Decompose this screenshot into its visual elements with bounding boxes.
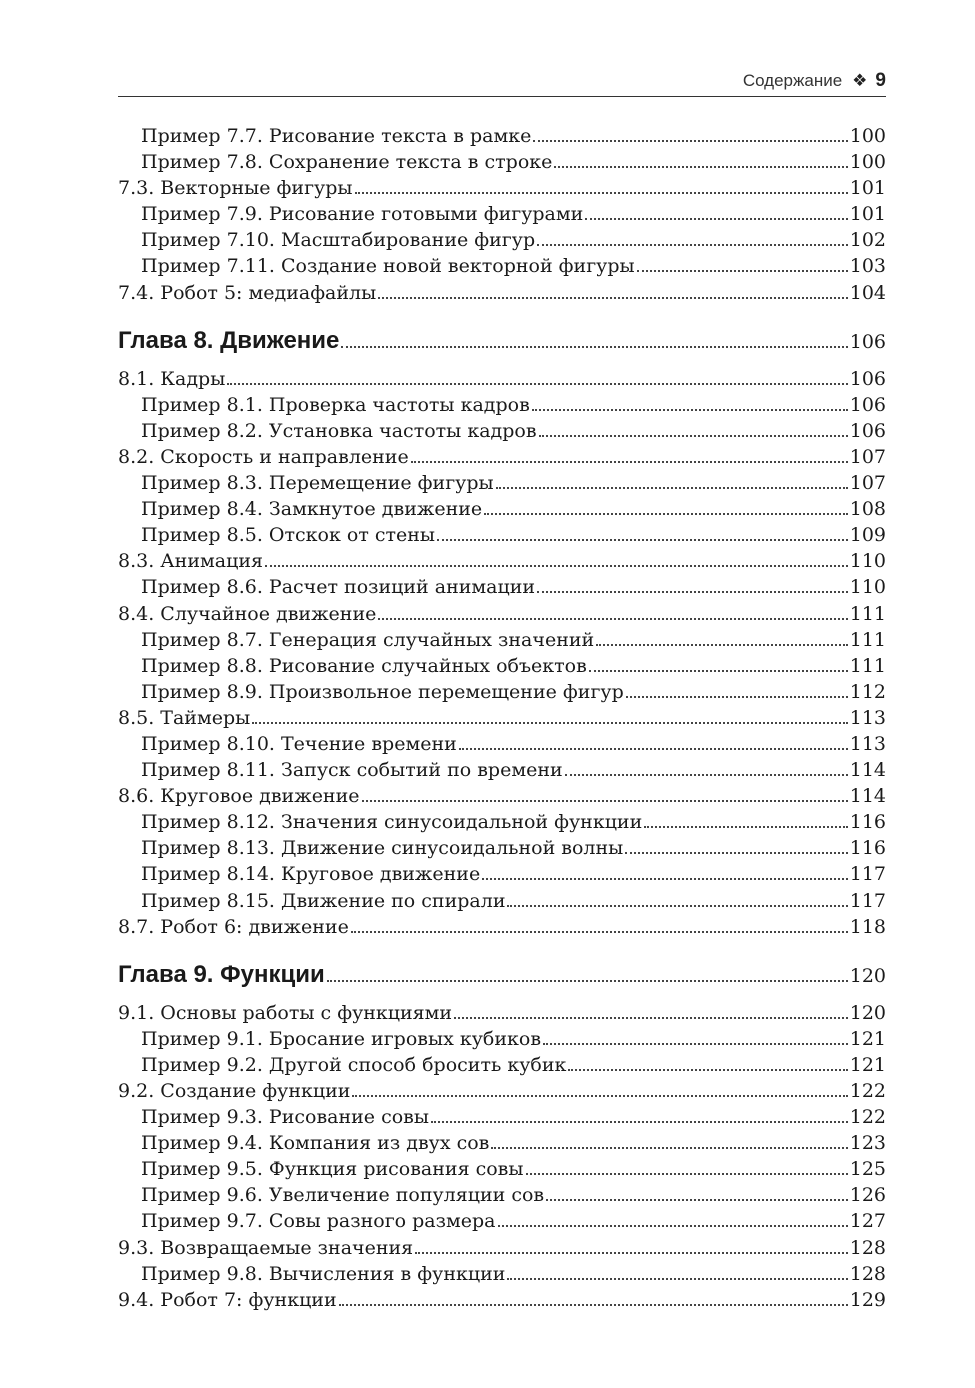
toc-section-row	[118, 548, 886, 574]
toc-entry-page: 127	[849, 1210, 886, 1233]
toc-example-row	[118, 418, 886, 444]
toc-entry-page: 106	[849, 367, 886, 390]
toc-entry-page: 108	[849, 498, 886, 521]
toc-entry-page: 129	[849, 1288, 886, 1311]
toc-entry-page: 111	[849, 602, 886, 625]
toc-example-row	[118, 627, 886, 653]
running-header	[118, 66, 886, 97]
toc-dot-leader	[644, 826, 847, 828]
toc-entry-page: 117	[849, 889, 886, 912]
toc-entry-page: 113	[849, 706, 886, 729]
toc-section-row	[118, 1000, 886, 1026]
toc-entry-label: Пример 8.4. Замкнутое движение	[141, 498, 483, 521]
page-number: 9	[875, 70, 886, 91]
toc-dot-leader	[626, 696, 848, 698]
toc-entry-page: 109	[849, 524, 886, 547]
toc-entry-page: 116	[849, 811, 886, 834]
toc-entry-label: 8.6. Круговое движение	[118, 785, 360, 808]
toc-entry-page: 100	[849, 151, 886, 174]
toc-dot-leader	[378, 618, 847, 620]
toc-section-row	[118, 783, 886, 809]
toc-entry-label: 8.3. Анимация	[118, 550, 263, 573]
toc-entry-page: 120	[849, 964, 886, 987]
toc-entry-page: 112	[849, 680, 886, 703]
toc-entry-page: 101	[849, 203, 886, 226]
toc-example-row	[118, 1156, 886, 1182]
toc-example-row	[118, 574, 886, 600]
toc-example-row	[118, 1130, 886, 1156]
toc-entry-label: Пример 9.2. Другой способ бросить кубик	[141, 1053, 567, 1076]
toc-dot-leader	[526, 1173, 848, 1175]
toc-entry-page: 113	[849, 732, 886, 755]
toc-dot-leader	[411, 461, 848, 463]
toc-dot-leader	[498, 1225, 848, 1227]
toc-dot-leader	[327, 980, 848, 982]
toc-entry-label: Пример 8.8. Рисование случайных объектов	[141, 654, 587, 677]
toc-entry-page: 126	[849, 1184, 886, 1207]
toc-entry-label: 8.5. Таймеры	[118, 706, 251, 729]
toc-entry-page: 128	[849, 1262, 886, 1285]
toc-entry-page: 118	[849, 915, 886, 938]
toc-section-row	[118, 1235, 886, 1261]
toc-section-row	[118, 1078, 886, 1104]
toc-entry-label: Пример 8.11. Запуск событий по времени	[141, 759, 563, 782]
toc-section-row	[118, 914, 886, 940]
toc-example-row	[118, 123, 886, 149]
toc-example-row	[118, 679, 886, 705]
toc-entry-page: 101	[849, 177, 886, 200]
toc-entry-page: 121	[849, 1027, 886, 1050]
toc-entry-page: 114	[849, 785, 886, 808]
toc-dot-leader	[554, 166, 847, 168]
toc-entry-label: 7.4. Робот 5: медиафайлы	[118, 281, 377, 304]
toc-entry-page: 111	[849, 628, 886, 651]
toc-example-row	[118, 392, 886, 418]
toc-dot-leader	[482, 878, 848, 880]
toc-example-row	[118, 731, 886, 757]
toc-section-row	[118, 366, 886, 392]
toc-entry-page: 110	[849, 576, 886, 599]
toc-entry-label: 9.3. Возвращаемые значения	[118, 1236, 414, 1259]
toc-entry-label: 9.4. Робот 7: функции	[118, 1288, 337, 1311]
toc-entry-label: Пример 8.7. Генерация случайных значений	[141, 628, 595, 651]
toc-entry-page: 114	[849, 759, 886, 782]
toc-dot-leader	[227, 383, 847, 385]
toc-dot-leader	[454, 1017, 848, 1019]
toc-dot-leader	[415, 1252, 848, 1254]
table-of-contents	[118, 123, 886, 1313]
toc-entry-label: Пример 9.5. Функция рисования совы	[141, 1158, 524, 1181]
toc-entry-label: Пример 9.7. Совы разного размера	[141, 1210, 496, 1233]
toc-entry-label: 8.4. Случайное движение	[118, 602, 377, 625]
toc-example-row	[118, 201, 886, 227]
toc-example-row	[118, 253, 886, 279]
toc-dot-leader	[484, 513, 848, 515]
toc-dot-leader	[341, 346, 847, 348]
toc-entry-label: Пример 8.12. Значения синусоидальной функции	[141, 811, 643, 834]
toc-dot-leader	[252, 722, 847, 724]
toc-example-row	[118, 653, 886, 679]
toc-entry-label: Пример 7.8. Сохранение текста в строке	[141, 151, 553, 174]
toc-entry-label: Пример 8.6. Расчет позиций анимации	[141, 576, 536, 599]
toc-entry-label: 9.2. Создание функции	[118, 1080, 351, 1102]
toc-dot-leader	[537, 244, 848, 246]
toc-entry-page: 110	[849, 550, 886, 573]
toc-entry-page: 103	[849, 255, 886, 278]
toc-dot-leader	[543, 1043, 848, 1045]
toc-example-row	[118, 835, 886, 861]
toc-section-row	[118, 280, 886, 306]
running-header-title: Содержание	[742, 71, 843, 90]
toc-entry-page: 106	[849, 419, 886, 442]
toc-entry-page: 125	[849, 1158, 886, 1181]
toc-dot-leader	[437, 539, 848, 541]
toc-example-row	[118, 522, 886, 548]
toc-dot-leader	[539, 435, 848, 437]
toc-dot-leader	[568, 1069, 847, 1071]
toc-example-row	[118, 1026, 886, 1052]
toc-example-row	[118, 1261, 886, 1287]
toc-example-row	[118, 1208, 886, 1234]
toc-dot-leader	[431, 1121, 848, 1123]
toc-entry-label: Пример 7.7. Рисование текста в рамке	[141, 125, 532, 147]
toc-entry-label: Пример 8.9. Произвольное перемещение фигур	[141, 680, 624, 703]
toc-entry-label: 8.7. Робот 6: движение	[118, 915, 349, 938]
toc-entry-page: 122	[849, 1080, 886, 1102]
toc-entry-label: Пример 9.1. Бросание игровых кубиков	[141, 1027, 542, 1050]
toc-example-row	[118, 861, 886, 887]
toc-entry-page: 123	[849, 1132, 886, 1155]
toc-entry-label: 8.1. Кадры	[118, 367, 226, 390]
toc-dot-leader	[585, 218, 847, 220]
toc-entry-page: 107	[849, 445, 886, 468]
toc-chapter-row	[118, 306, 886, 366]
toc-entry-page: 104	[849, 281, 886, 304]
toc-entry-label: Пример 9.8. Вычисления в функции	[141, 1262, 506, 1285]
toc-entry-page: 100	[849, 125, 886, 147]
toc-entry-label: Пример 8.5. Отскок от стены	[141, 524, 436, 547]
toc-example-row	[118, 888, 886, 914]
toc-dot-leader	[533, 140, 847, 142]
toc-entry-label: Пример 7.9. Рисование готовыми фигурами	[141, 203, 584, 226]
toc-entry-label: Пример 8.14. Круговое движение	[141, 863, 481, 886]
toc-entry-label: Пример 8.2. Установка частоты кадров	[141, 419, 537, 442]
toc-entry-page: 122	[849, 1106, 886, 1129]
toc-entry-label: Пример 9.6. Увеличение популяции сов	[141, 1184, 545, 1207]
toc-dot-leader	[491, 1147, 847, 1149]
toc-entry-label: Пример 8.15. Движение по спирали	[141, 889, 506, 912]
toc-entry-page: 117	[849, 863, 886, 886]
toc-section-row	[118, 601, 886, 627]
toc-dot-leader	[339, 1304, 848, 1306]
toc-entry-label: 8.2. Скорость и направление	[118, 445, 409, 468]
toc-entry-label: Пример 9.4. Компания из двух сов	[141, 1132, 490, 1155]
toc-entry-label: Глава 9. Функции	[118, 960, 325, 988]
toc-dot-leader	[565, 774, 848, 776]
toc-entry-label: 9.1. Основы работы с функциями	[118, 1001, 453, 1024]
toc-dot-leader	[532, 409, 848, 411]
toc-entry-page: 128	[849, 1236, 886, 1259]
toc-entry-page: 106	[849, 330, 886, 353]
toc-entry-page: 106	[849, 393, 886, 416]
toc-dot-leader	[546, 1199, 848, 1201]
toc-section-row	[118, 444, 886, 470]
toc-dot-leader	[351, 931, 848, 933]
toc-example-row	[118, 1104, 886, 1130]
toc-dot-leader	[362, 800, 848, 802]
toc-entry-label: Пример 7.10. Масштабирование фигур	[141, 229, 536, 252]
toc-example-row	[118, 227, 886, 253]
toc-entry-label: Пример 7.11. Создание новой векторной фигуры	[141, 255, 635, 278]
toc-dot-leader	[352, 1095, 847, 1097]
toc-entry-label: Пример 8.1. Проверка частоты кадров	[141, 393, 530, 416]
toc-entry-label: Пример 8.13. Движение синусоидальной волны	[141, 837, 624, 860]
toc-entry-page: 116	[849, 837, 886, 860]
toc-dot-leader	[507, 905, 847, 907]
four-diamond-icon: ❖	[852, 71, 868, 90]
toc-entry-label: Глава 8. Движение	[118, 326, 340, 354]
toc-chapter-row	[118, 940, 886, 1000]
toc-dot-leader	[596, 644, 848, 646]
toc-entry-page: 107	[849, 472, 886, 495]
toc-entry-page: 102	[849, 229, 886, 252]
toc-dot-leader	[496, 487, 848, 489]
toc-entry-page: 111	[849, 654, 886, 677]
toc-example-row	[118, 1182, 886, 1208]
toc-entry-label: 7.3. Векторные фигуры	[118, 177, 353, 200]
toc-entry-label: Пример 8.10. Течение времени	[141, 732, 457, 755]
toc-example-row	[118, 757, 886, 783]
toc-dot-leader	[537, 591, 848, 593]
toc-section-row	[118, 175, 886, 201]
toc-dot-leader	[355, 192, 848, 194]
toc-dot-leader	[625, 852, 847, 854]
toc-section-row	[118, 705, 886, 731]
toc-entry-page: 121	[849, 1053, 886, 1076]
toc-example-row	[118, 809, 886, 835]
toc-entry-page: 120	[849, 1001, 886, 1024]
toc-dot-leader	[459, 748, 848, 750]
toc-dot-leader	[265, 565, 848, 567]
toc-example-row	[118, 496, 886, 522]
toc-example-row	[118, 470, 886, 496]
toc-entry-label: Пример 9.3. Рисование совы	[141, 1106, 429, 1129]
toc-entry-label: Пример 8.3. Перемещение фигуры	[141, 472, 494, 495]
toc-dot-leader	[507, 1278, 847, 1280]
toc-dot-leader	[637, 270, 848, 272]
toc-example-row	[118, 149, 886, 175]
toc-section-row	[118, 1287, 886, 1313]
toc-dot-leader	[378, 297, 847, 299]
toc-example-row	[118, 1052, 886, 1078]
toc-dot-leader	[589, 670, 848, 672]
